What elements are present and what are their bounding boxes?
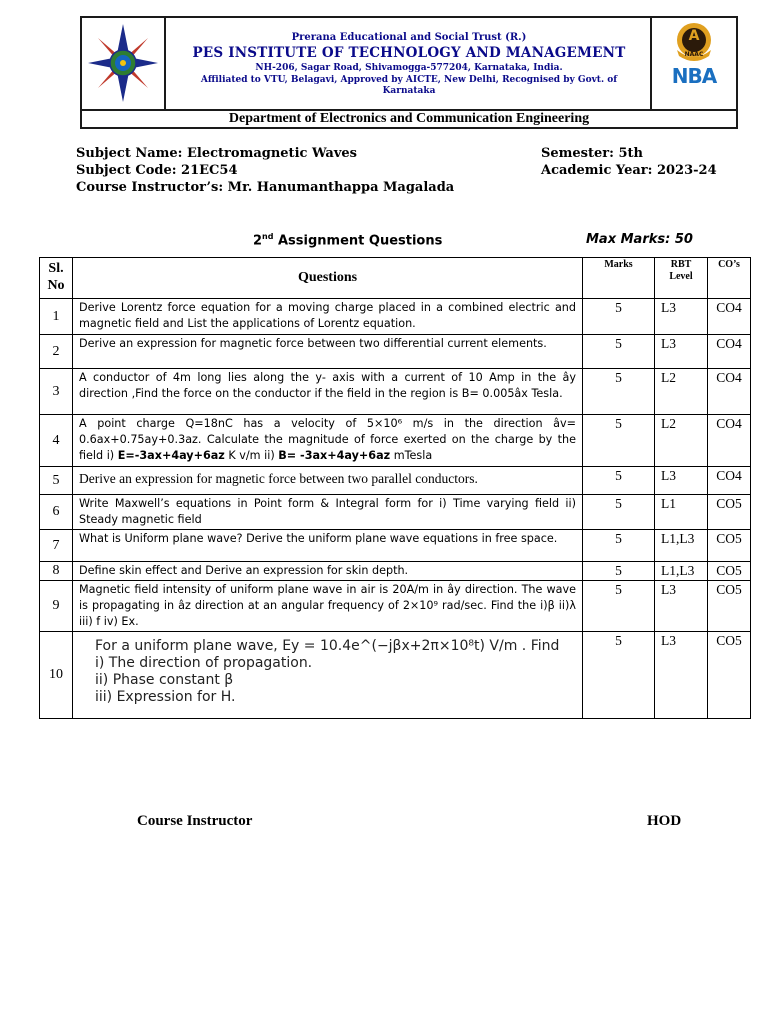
row-rbt: L3 xyxy=(655,632,708,719)
header-sl-no: Sl. No xyxy=(40,258,73,299)
row-sl: 2 xyxy=(40,335,73,369)
row-rbt: L1,L3 xyxy=(655,562,708,581)
row-sl: 10 xyxy=(40,632,73,719)
row-question: A point charge Q=18nC has a velocity of 5×10⁶ m/s in the direction âv= 0.6ax+0.75ay+0.3az. Calculate the magnitude of force exerted on the charge by the field i) E=-3ax+4ay+6az K v/m ii) B= -3ax+4ay+6az mTesla xyxy=(73,415,583,467)
row-marks: 5 xyxy=(583,415,655,467)
q10-line-2: i) The direction of propagation. xyxy=(95,655,313,671)
naac-grade: A xyxy=(688,28,700,44)
table-row xyxy=(40,335,751,369)
table-header-row xyxy=(40,258,751,299)
course-instructor: Course Instructor’s: Mr. Hanumanthappa Magalada xyxy=(76,180,455,195)
row-question: Derive an expression for magnetic force between two differential current elements. xyxy=(73,335,583,369)
row-question: Define skin effect and Derive an expression for skin depth. xyxy=(73,562,583,581)
row-sl: 6 xyxy=(40,495,73,530)
questions-table xyxy=(39,257,751,719)
row-question: Write Maxwell’s equations in Point form & Integral form for i) Time varying field ii) Steady magnetic field xyxy=(73,495,583,530)
row-rbt: L1,L3 xyxy=(655,530,708,562)
row-question: Derive an expression for magnetic force between two parallel conductors. xyxy=(73,467,583,495)
row-question: Derive Lorentz force equation for a moving charge placed in a combined electric and magnetic field and List the applications of Lorentz equation. xyxy=(73,299,583,335)
row-marks: 5 xyxy=(583,299,655,335)
table-row xyxy=(40,530,751,562)
institute-name: PES INSTITUTE OF TECHNOLOGY AND MANAGEMENT xyxy=(192,45,626,61)
row-marks: 5 xyxy=(583,495,655,530)
header-marks: Marks xyxy=(583,258,655,299)
row-marks: 5 xyxy=(583,467,655,495)
semester: Semester: 5th xyxy=(541,146,643,161)
row-question: A conductor of 4m long lies along the y- axis with a current of 10 Amp in the ây direction ,Find the force on the conductor if the field in the region is B= 0.005âx Tesla. xyxy=(73,369,583,415)
naac-label: NAAC xyxy=(684,51,704,58)
assignment-title: 2nd Assignment Questions xyxy=(253,232,443,249)
max-marks: Max Marks: 50 xyxy=(586,232,693,247)
table-row xyxy=(40,299,751,335)
row-co: CO4 xyxy=(708,467,751,495)
table-row xyxy=(40,467,751,495)
row-marks: 5 xyxy=(583,562,655,581)
header-top-row xyxy=(82,18,736,111)
header-questions: Questions xyxy=(73,258,583,299)
row-rbt: L3 xyxy=(655,581,708,632)
row-co: CO5 xyxy=(708,530,751,562)
row-co: CO5 xyxy=(708,632,751,719)
institute-address: NH-206, Sagar Road, Shivamogga-577204, Karnataka, India. xyxy=(255,63,563,73)
header-cos: CO’s xyxy=(708,258,751,299)
q10-line-3: ii) Phase constant β xyxy=(95,672,234,688)
academic-year: Academic Year: 2023-24 xyxy=(541,163,717,178)
row-marks: 5 xyxy=(583,632,655,719)
trust-name: Prerana Educational and Social Trust (R.) xyxy=(291,32,527,43)
row-marks: 5 xyxy=(583,581,655,632)
q10-line-1: For a uniform plane wave, Ey = 10.4e^(−jβx+2π×10⁸t) V/m . Find xyxy=(95,638,560,654)
row-co: CO4 xyxy=(708,299,751,335)
department-name: Department of Electronics and Communication Engineering xyxy=(228,111,590,126)
row-sl: 4 xyxy=(40,415,73,467)
row-co: CO5 xyxy=(708,581,751,632)
subject-name: Subject Name: Electromagnetic Waves xyxy=(76,146,357,161)
hod-signature: HOD xyxy=(647,813,682,829)
row-rbt: L1 xyxy=(655,495,708,530)
table-row xyxy=(40,581,751,632)
row-rbt: L3 xyxy=(655,335,708,369)
pes-logo-cell xyxy=(82,18,166,109)
pes-compass-logo-icon xyxy=(82,18,164,109)
row-co: CO5 xyxy=(708,495,751,530)
row-rbt: L3 xyxy=(655,299,708,335)
institute-header xyxy=(80,16,738,129)
row-sl: 1 xyxy=(40,299,73,335)
row-rbt: L2 xyxy=(655,369,708,415)
row-rbt: L3 xyxy=(655,467,708,495)
table-row xyxy=(40,495,751,530)
row-marks: 5 xyxy=(583,369,655,415)
row-co: CO5 xyxy=(708,562,751,581)
row-question: What is Uniform plane wave? Derive the uniform plane wave equations in free space. xyxy=(73,530,583,562)
row-sl: 3 xyxy=(40,369,73,415)
table-row xyxy=(40,632,751,719)
row-rbt: L2 xyxy=(655,415,708,467)
table-row xyxy=(40,415,751,467)
institute-affiliation: Affiliated to VTU, Belagavi, Approved by AICTE, New Delhi, Recognised by Govt. of Karnataka xyxy=(200,75,618,96)
row-co: CO4 xyxy=(708,335,751,369)
row-marks: 5 xyxy=(583,335,655,369)
row-co: CO4 xyxy=(708,369,751,415)
nba-logo: NBA xyxy=(671,64,717,88)
row-sl: 8 xyxy=(40,562,73,581)
row-marks: 5 xyxy=(583,530,655,562)
row-question-image xyxy=(73,632,583,719)
row-sl: 9 xyxy=(40,581,73,632)
header-rbt-level: RBT Level xyxy=(655,258,708,299)
q10-line-4: iii) Expression for H. xyxy=(95,689,236,705)
row-question: Magnetic field intensity of uniform plane wave in air is 20A/m in ây direction. The wave is propagating in âz direction at an angular frequency of 2×10⁹ rad/sec. Find the i)β ii)λ iii) f iv) Ex. xyxy=(73,581,583,632)
accreditation-logos-cell xyxy=(650,18,736,109)
subject-code: Subject Code: 21EC54 xyxy=(76,163,238,178)
row-co: CO4 xyxy=(708,415,751,467)
course-instructor-signature: Course Instructor xyxy=(137,813,253,829)
table-row xyxy=(40,369,751,415)
institute-info xyxy=(166,18,652,109)
table-row xyxy=(40,562,751,581)
row-sl: 5 xyxy=(40,467,73,495)
row-sl: 7 xyxy=(40,530,73,562)
